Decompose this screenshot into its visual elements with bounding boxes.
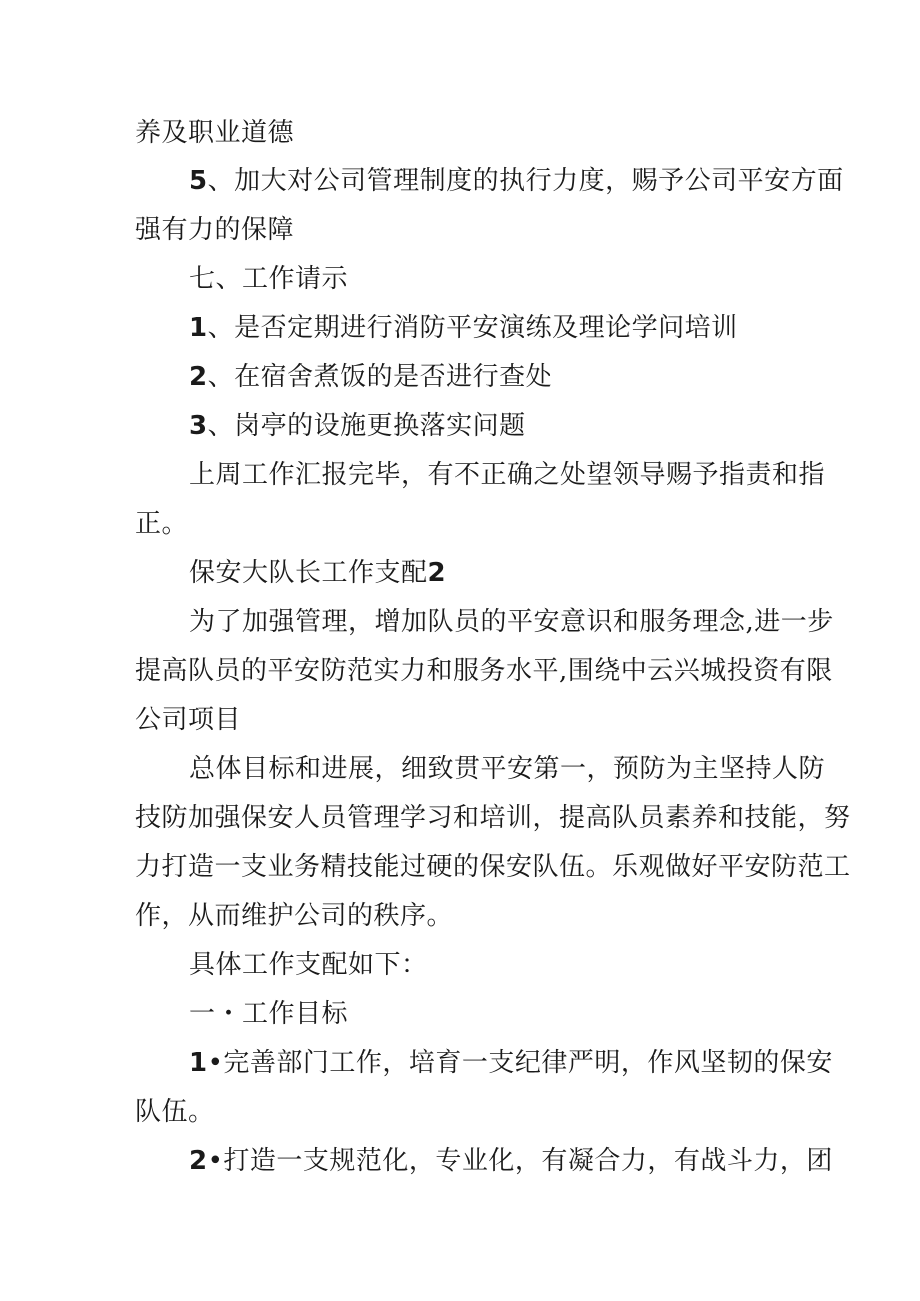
text-line [135,1095,215,1129]
list-number: 1 [189,313,208,343]
line-text: 、是否定期进行消防平安演练及理论学问培训 [207,313,738,343]
line-text: 为了加强管理，增加队员的平安意识和服务理念,进一步 [189,607,834,637]
line-text: 公司项目 [135,705,242,735]
list-number: 1 [189,1048,208,1078]
line-text: •完善部门工作，培育一支纪律严明，作风坚韧的保安 [207,1048,833,1078]
text-line [135,116,294,150]
section-heading [189,997,348,1031]
line-text: 保安大队长工作支配 [189,558,428,588]
section-heading [189,262,348,296]
line-text: 提高队员的平安防范实力和服务水平,围绕中云兴城投资有限 [135,656,833,686]
line-text: 力打造一支业务精技能过硬的保安队伍。乐观做好平安防范工 [135,852,851,882]
line-text: 正。 [135,509,189,539]
line-text: 强有力的保障 [135,215,295,245]
list-number: 5 [189,166,208,196]
text-line [135,654,833,688]
list-item [189,164,844,198]
list-number: 3 [189,411,208,441]
line-text: 作，从而维护公司的秩序。 [135,901,454,931]
list-item [189,1046,833,1080]
list-item [189,409,526,443]
line-text: 总体目标和进展，细致贯平安第一，预防为主坚持人防 [189,754,826,784]
text-line [135,899,453,933]
line-text: 七、工作请示 [189,264,349,294]
text-line [189,458,825,492]
line-text: 上周工作汇报完毕，有不正确之处望领导赐予指责和指 [189,460,826,490]
line-text: 、加大对公司管理制度的执行力度，赐予公司平安方面 [207,166,844,196]
line-text: •打造一支规范化，专业化，有凝合力，有战斗力，团 [207,1146,833,1176]
line-text: 技防加强保安人员管理学习和培训，提高队员素养和技能，努 [135,803,851,833]
line-text: 、在宿舍煮饭的是否进行查处 [207,362,553,392]
text-line [135,801,851,835]
line-text: 、岗亭的设施更换落实问题 [207,411,526,441]
list-item [189,311,738,345]
text-line [135,507,188,541]
line-text: 一・工作目标 [189,999,349,1029]
text-line [135,703,241,737]
text-line [189,752,825,786]
title-number: 2 [427,558,447,588]
text-line [135,850,851,884]
line-text: 队伍。 [135,1097,215,1127]
list-number: 2 [189,1146,208,1176]
text-line [135,213,294,247]
line-text: 养及职业道德 [135,118,295,148]
line-text: 具体工作支配如下： [189,950,428,980]
text-line [189,605,834,639]
text-line [189,948,428,982]
list-number: 2 [189,362,208,392]
list-item [189,360,552,394]
list-item [189,1144,833,1178]
document-title [189,556,446,590]
